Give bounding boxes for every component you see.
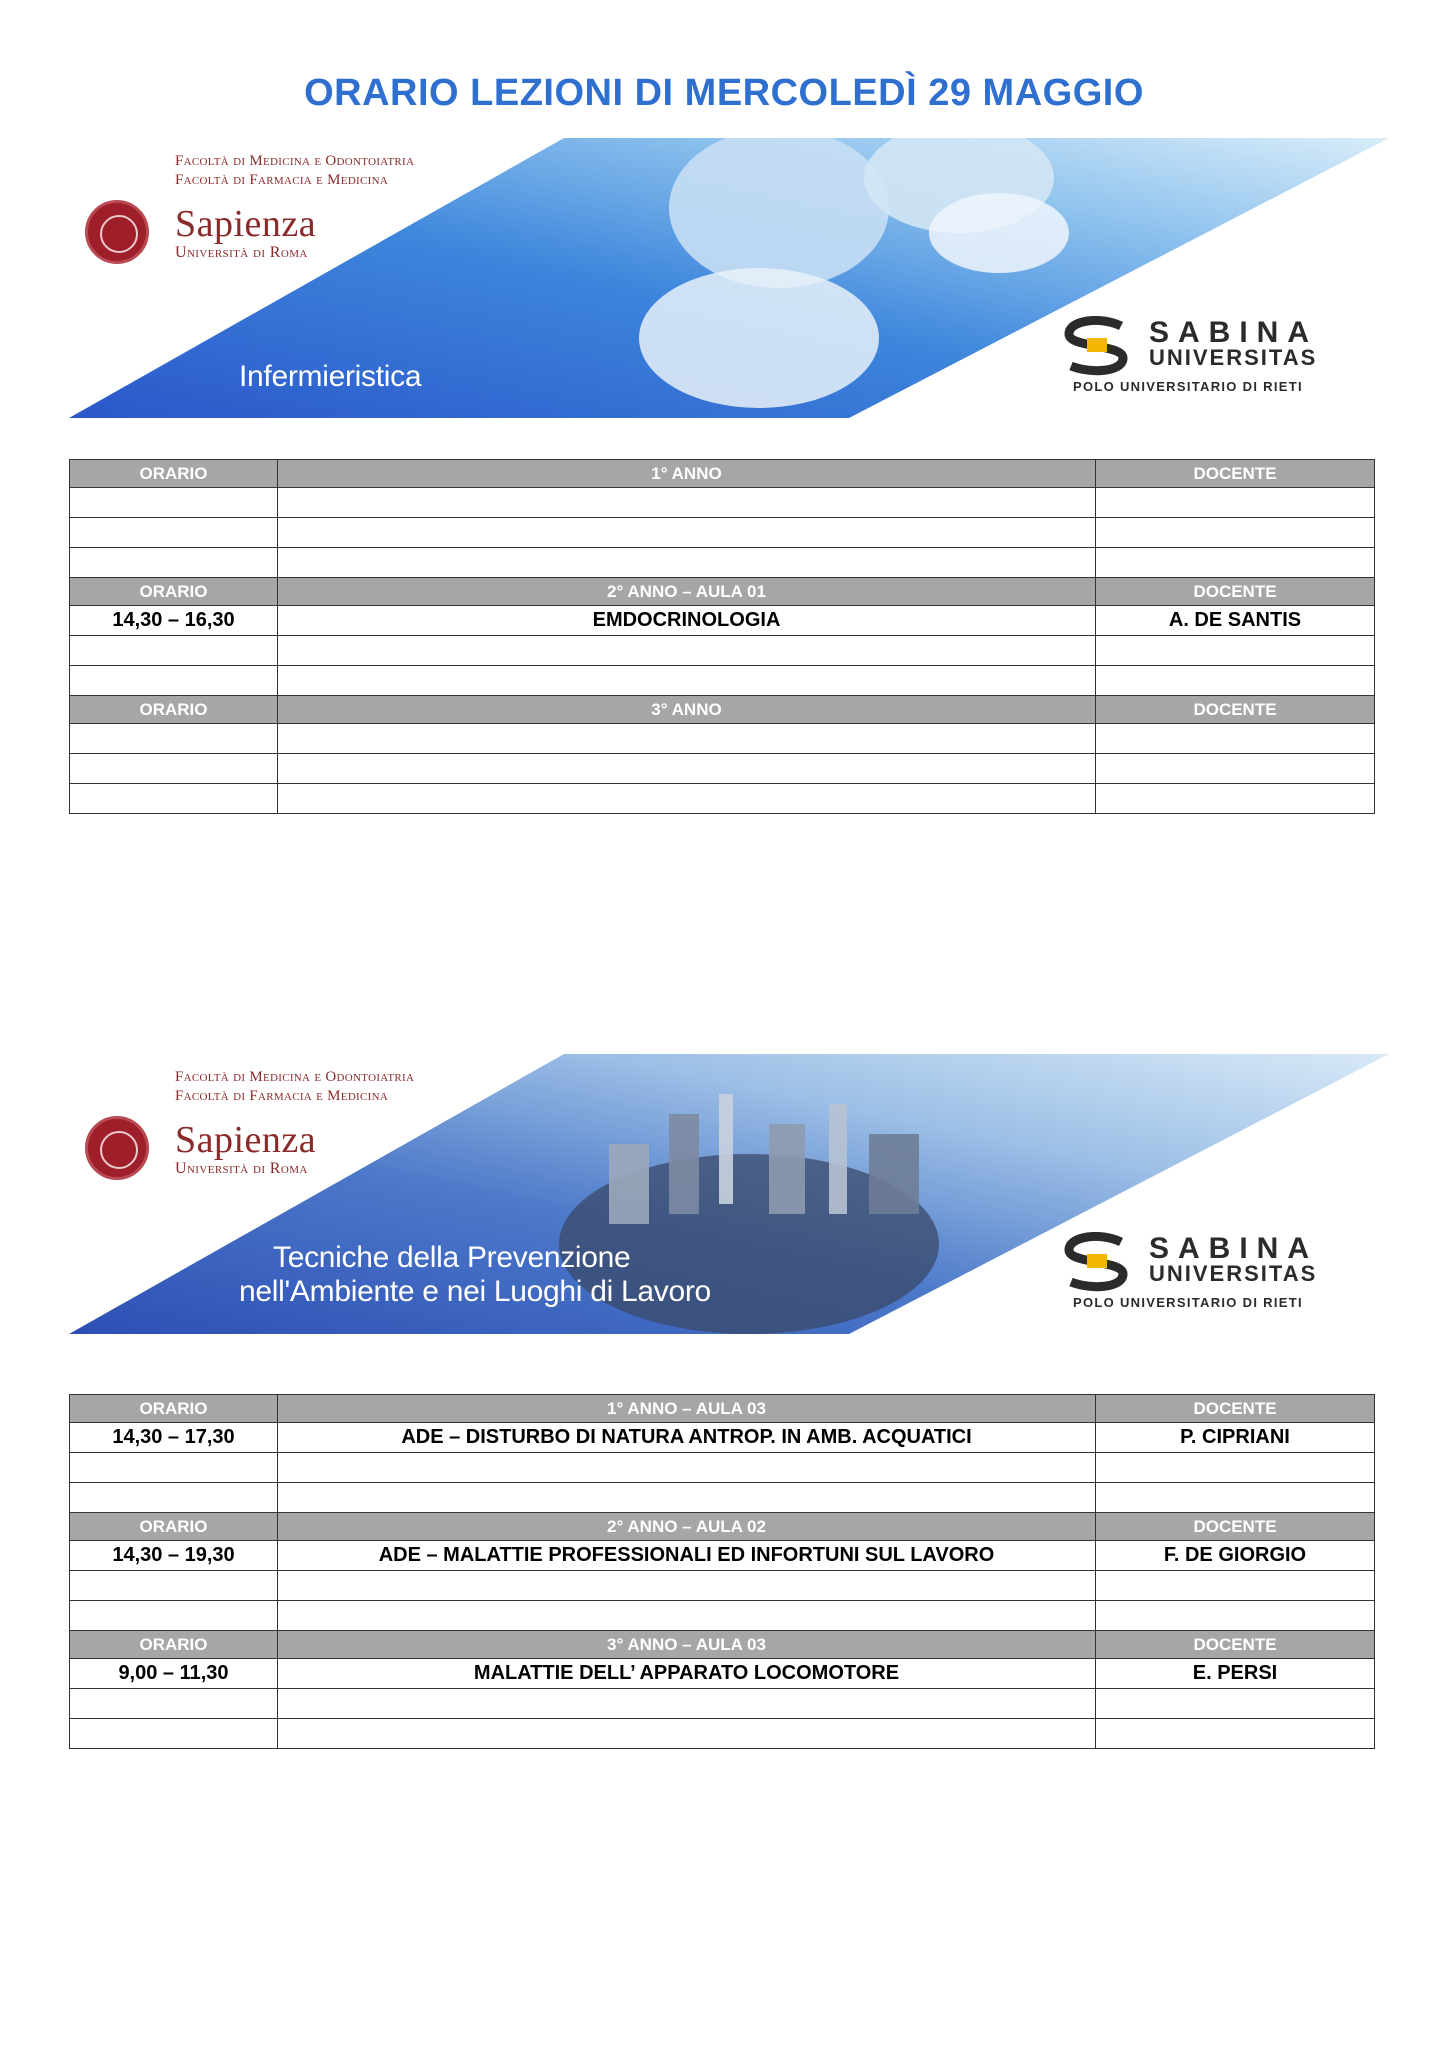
cell-materia (278, 666, 1096, 696)
faculty-line-1: Facoltà di Medicina e Odontoiatria (175, 1069, 415, 1085)
sabina-s-icon (1061, 316, 1131, 376)
cell-orario (70, 636, 278, 666)
faculty-line-2: Facoltà di Farmacia e Medicina (175, 1088, 389, 1104)
sapienza-seal-icon (85, 200, 149, 264)
cell-orario (70, 754, 278, 784)
cell-orario: 14,30 – 16,30 (70, 606, 278, 636)
header-docente: DOCENTE (1096, 696, 1375, 724)
cell-materia: EMDOCRINOLOGIA (278, 606, 1096, 636)
course-line-1: Infermieristica (239, 360, 422, 393)
header-anno: 1° ANNO (278, 460, 1096, 488)
cell-orario (70, 488, 278, 518)
cell-materia: MALATTIE DELL’ APPARATO LOCOMOTORE (278, 1659, 1096, 1689)
table-row (70, 1423, 1375, 1453)
cell-materia (278, 754, 1096, 784)
schedule-table-tecniche-prevenzione (69, 1394, 1375, 1749)
cell-docente (1096, 636, 1375, 666)
cell-docente: F. DE GIORGIO (1096, 1541, 1375, 1571)
cell-orario (70, 666, 278, 696)
cell-docente (1096, 754, 1375, 784)
sabina-line-2: UNIVERSITAS (1149, 1261, 1318, 1286)
sabina-line-1: SABINA (1149, 1232, 1319, 1265)
cell-materia (278, 784, 1096, 814)
table-row (70, 606, 1375, 636)
header-orario: ORARIO (70, 1395, 278, 1423)
cell-orario (70, 548, 278, 578)
sabina-line-2: UNIVERSITAS (1149, 345, 1318, 370)
table-row (70, 1541, 1375, 1571)
cell-docente (1096, 1571, 1375, 1601)
course-line-1: Tecniche della Prevenzione (273, 1241, 631, 1274)
cell-docente (1096, 1483, 1375, 1513)
table-row (70, 488, 1375, 518)
table-row (70, 636, 1375, 666)
table-row (70, 1719, 1375, 1749)
cell-docente (1096, 724, 1375, 754)
header-anno: 3° ANNO – AULA 03 (278, 1631, 1096, 1659)
table-header-row (70, 578, 1375, 606)
table-row (70, 724, 1375, 754)
university-name: Sapienza (175, 1119, 317, 1161)
cell-orario (70, 724, 278, 754)
cell-materia (278, 1719, 1096, 1749)
faculty-lines (175, 152, 414, 190)
header-orario: ORARIO (70, 1513, 278, 1541)
cell-orario: 14,30 – 19,30 (70, 1541, 278, 1571)
table-row (70, 1483, 1375, 1513)
faculty-line-2: Facoltà di Farmacia e Medicina (175, 172, 389, 188)
course-name (239, 1241, 711, 1309)
banner-infermieristica (69, 138, 1389, 418)
cell-orario (70, 1571, 278, 1601)
header-anno: 3° ANNO (278, 696, 1096, 724)
header-docente: DOCENTE (1096, 1631, 1375, 1659)
cell-orario: 14,30 – 17,30 (70, 1423, 278, 1453)
header-orario: ORARIO (70, 696, 278, 724)
cell-orario (70, 1453, 278, 1483)
cell-materia (278, 1571, 1096, 1601)
cell-docente (1096, 666, 1375, 696)
table-header-row (70, 1395, 1375, 1423)
banner-tecniche-prevenzione (69, 1054, 1389, 1334)
table-header-row (70, 460, 1375, 488)
cell-materia: ADE – DISTURBO DI NATURA ANTROP. IN AMB. ACQUATICI (278, 1423, 1096, 1453)
cell-docente (1096, 1453, 1375, 1483)
course-name (239, 360, 421, 394)
sabina-line-3: POLO UNIVERSITARIO DI RIETI (1073, 1295, 1303, 1310)
university-subtitle: Università di Roma (175, 1160, 308, 1177)
faculty-lines (175, 1068, 414, 1106)
table-row (70, 1689, 1375, 1719)
sabina-s-icon (1061, 1232, 1131, 1292)
table-row (70, 784, 1375, 814)
cell-docente: E. PERSI (1096, 1659, 1375, 1689)
header-docente: DOCENTE (1096, 1395, 1375, 1423)
sabina-logo (1061, 1232, 1361, 1322)
cell-orario (70, 1483, 278, 1513)
cell-materia (278, 1601, 1096, 1631)
table-header-row (70, 696, 1375, 724)
header-anno: 2° ANNO – AULA 01 (278, 578, 1096, 606)
cell-docente (1096, 548, 1375, 578)
cell-materia (278, 1689, 1096, 1719)
cell-materia (278, 1453, 1096, 1483)
cell-orario (70, 518, 278, 548)
table-header-row (70, 1631, 1375, 1659)
cell-materia (278, 548, 1096, 578)
cell-materia (278, 724, 1096, 754)
cell-orario (70, 784, 278, 814)
table-row (70, 1601, 1375, 1631)
cell-materia (278, 518, 1096, 548)
cell-materia (278, 488, 1096, 518)
header-orario: ORARIO (70, 460, 278, 488)
header-docente: DOCENTE (1096, 1513, 1375, 1541)
table-row (70, 1571, 1375, 1601)
table-row (70, 1453, 1375, 1483)
header-anno: 1° ANNO – AULA 03 (278, 1395, 1096, 1423)
cell-docente: P. CIPRIANI (1096, 1423, 1375, 1453)
header-orario: ORARIO (70, 1631, 278, 1659)
sabina-line-3: POLO UNIVERSITARIO DI RIETI (1073, 379, 1303, 394)
table-row (70, 666, 1375, 696)
sabina-line-1: SABINA (1149, 316, 1319, 349)
cell-orario (70, 1719, 278, 1749)
university-subtitle: Università di Roma (175, 244, 308, 261)
header-docente: DOCENTE (1096, 578, 1375, 606)
table-row (70, 548, 1375, 578)
cell-docente (1096, 518, 1375, 548)
schedule-table-infermieristica (69, 459, 1375, 814)
course-line-2: nell'Ambiente e nei Luoghi di Lavoro (239, 1275, 711, 1308)
cell-docente: A. DE SANTIS (1096, 606, 1375, 636)
cell-docente (1096, 488, 1375, 518)
table-row (70, 1659, 1375, 1689)
university-name: Sapienza (175, 203, 317, 245)
table-row (70, 754, 1375, 784)
page-title: ORARIO LEZIONI DI MERCOLEDÌ 29 MAGGIO (304, 72, 1144, 114)
cell-materia (278, 636, 1096, 666)
cell-docente (1096, 1689, 1375, 1719)
cell-docente (1096, 784, 1375, 814)
header-docente: DOCENTE (1096, 460, 1375, 488)
cell-docente (1096, 1601, 1375, 1631)
header-orario: ORARIO (70, 578, 278, 606)
header-anno: 2° ANNO – AULA 02 (278, 1513, 1096, 1541)
cell-materia (278, 1483, 1096, 1513)
table-row (70, 518, 1375, 548)
faculty-line-1: Facoltà di Medicina e Odontoiatria (175, 153, 415, 169)
sapienza-seal-icon (85, 1116, 149, 1180)
cell-materia: ADE – MALATTIE PROFESSIONALI ED INFORTUNI SUL LAVORO (278, 1541, 1096, 1571)
cell-orario (70, 1689, 278, 1719)
cell-orario (70, 1601, 278, 1631)
cell-orario: 9,00 – 11,30 (70, 1659, 278, 1689)
cell-docente (1096, 1719, 1375, 1749)
table-header-row (70, 1513, 1375, 1541)
sabina-logo (1061, 316, 1361, 406)
